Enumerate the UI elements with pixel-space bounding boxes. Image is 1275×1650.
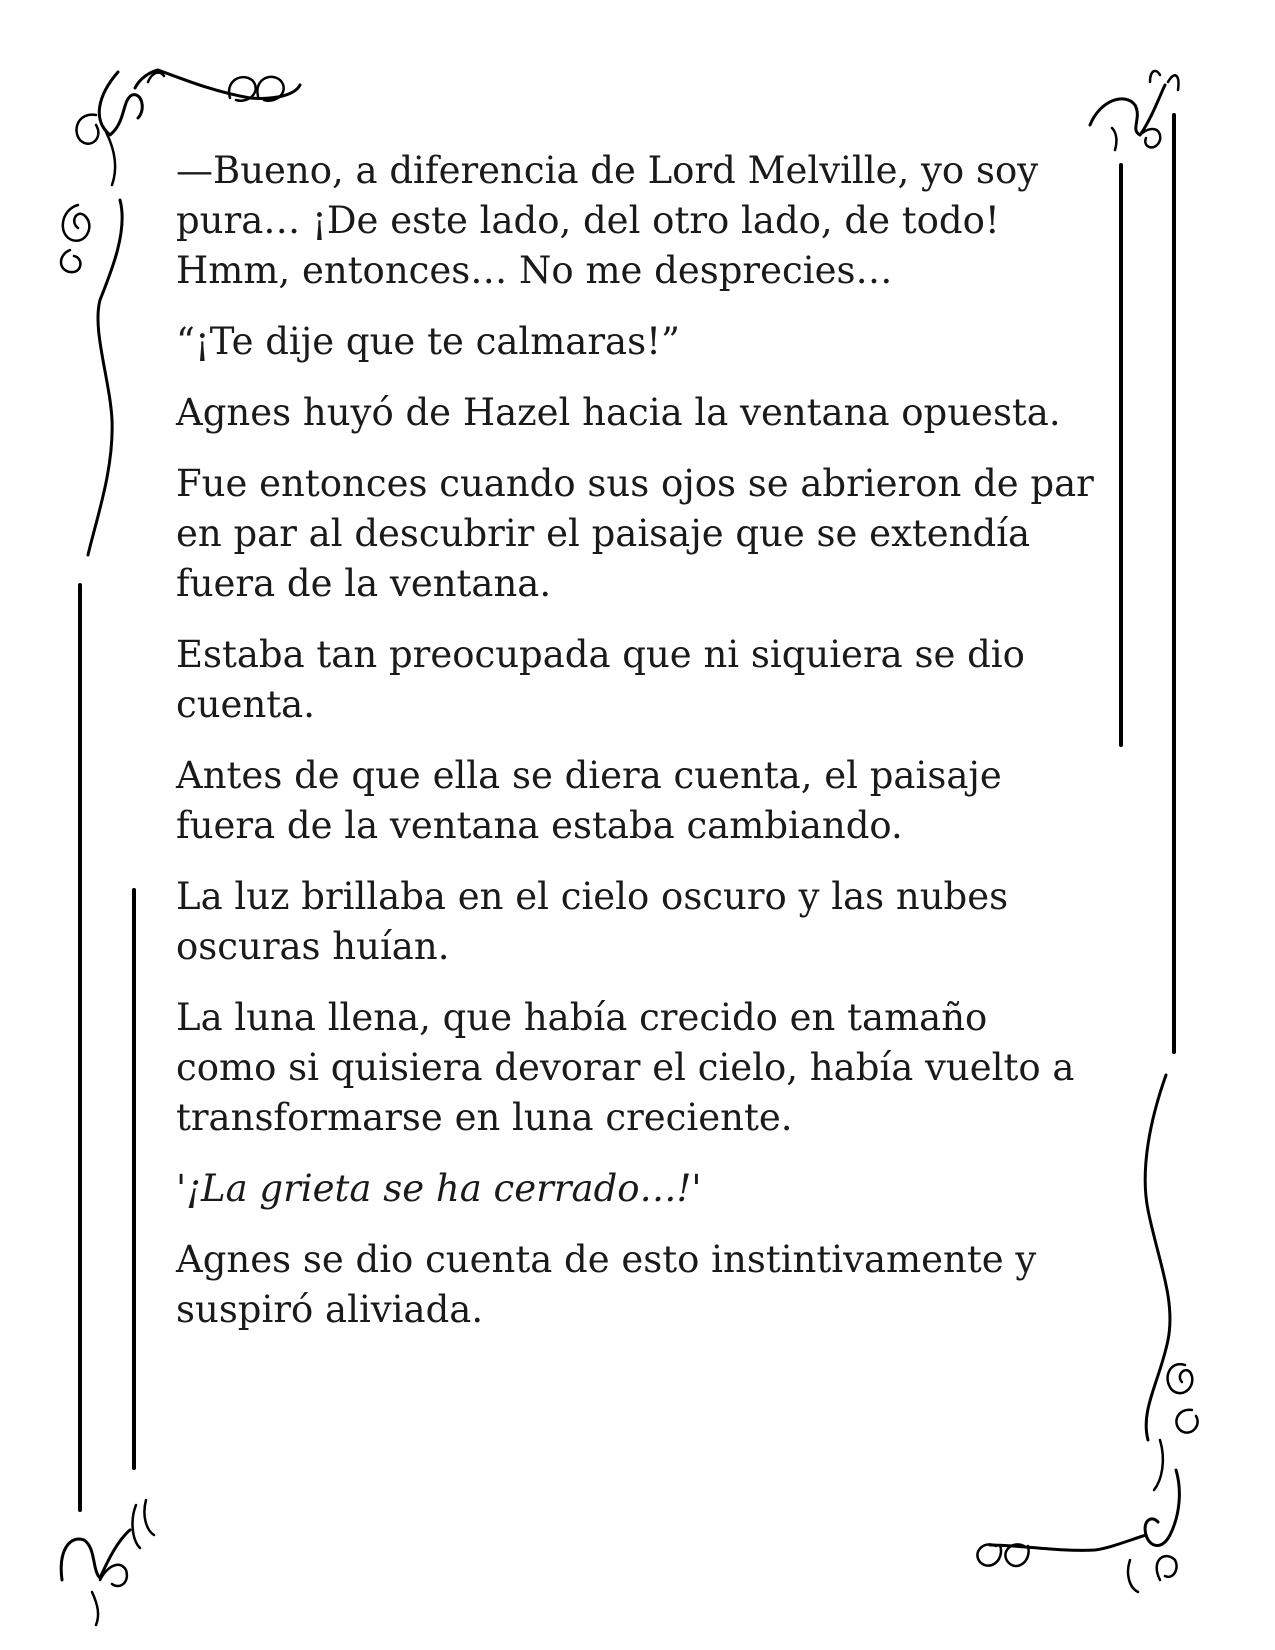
italic-thought-paragraph: '¡La grieta se ha cerrado…!' — [176, 1167, 702, 1210]
paragraph: Antes de que ella se diera cuenta, el paisaje fuera de la ventana estaba cambiando. — [176, 754, 1002, 847]
paragraph: Estaba tan preocupada que ni siquiera se dio cuenta. — [176, 633, 1025, 726]
bottom-left-flourish — [61, 1500, 154, 1625]
paragraph: La luz brillaba en el cielo oscuro y las nubes oscuras huían. — [176, 875, 1009, 968]
paragraph: Fue entonces cuando sus ojos se abrieron de par en par al descubrir el paisaje que se extendía fuera de la ventana. — [176, 462, 1094, 605]
paragraph: —Bueno, a diferencia de Lord Melville, yo soy pura… ¡De este lado, del otro lado, de todo! Hmm, entonces… No me desprecies… — [176, 149, 1039, 292]
paragraph: “¡Te dije que te calmaras!” — [176, 320, 680, 363]
paragraph: Agnes huyó de Hazel hacia la ventana opuesta. — [176, 391, 1061, 434]
paragraph: Agnes se dio cuenta de esto instintivamente y suspiró aliviada. — [176, 1238, 1037, 1331]
paragraph: La luna llena, que había crecido en tamaño como si quisiera devorar el cielo, había vuelto a transformarse en luna creciente. — [176, 996, 1075, 1139]
top-right-flourish — [1090, 71, 1178, 150]
story-text — [176, 146, 1096, 1356]
